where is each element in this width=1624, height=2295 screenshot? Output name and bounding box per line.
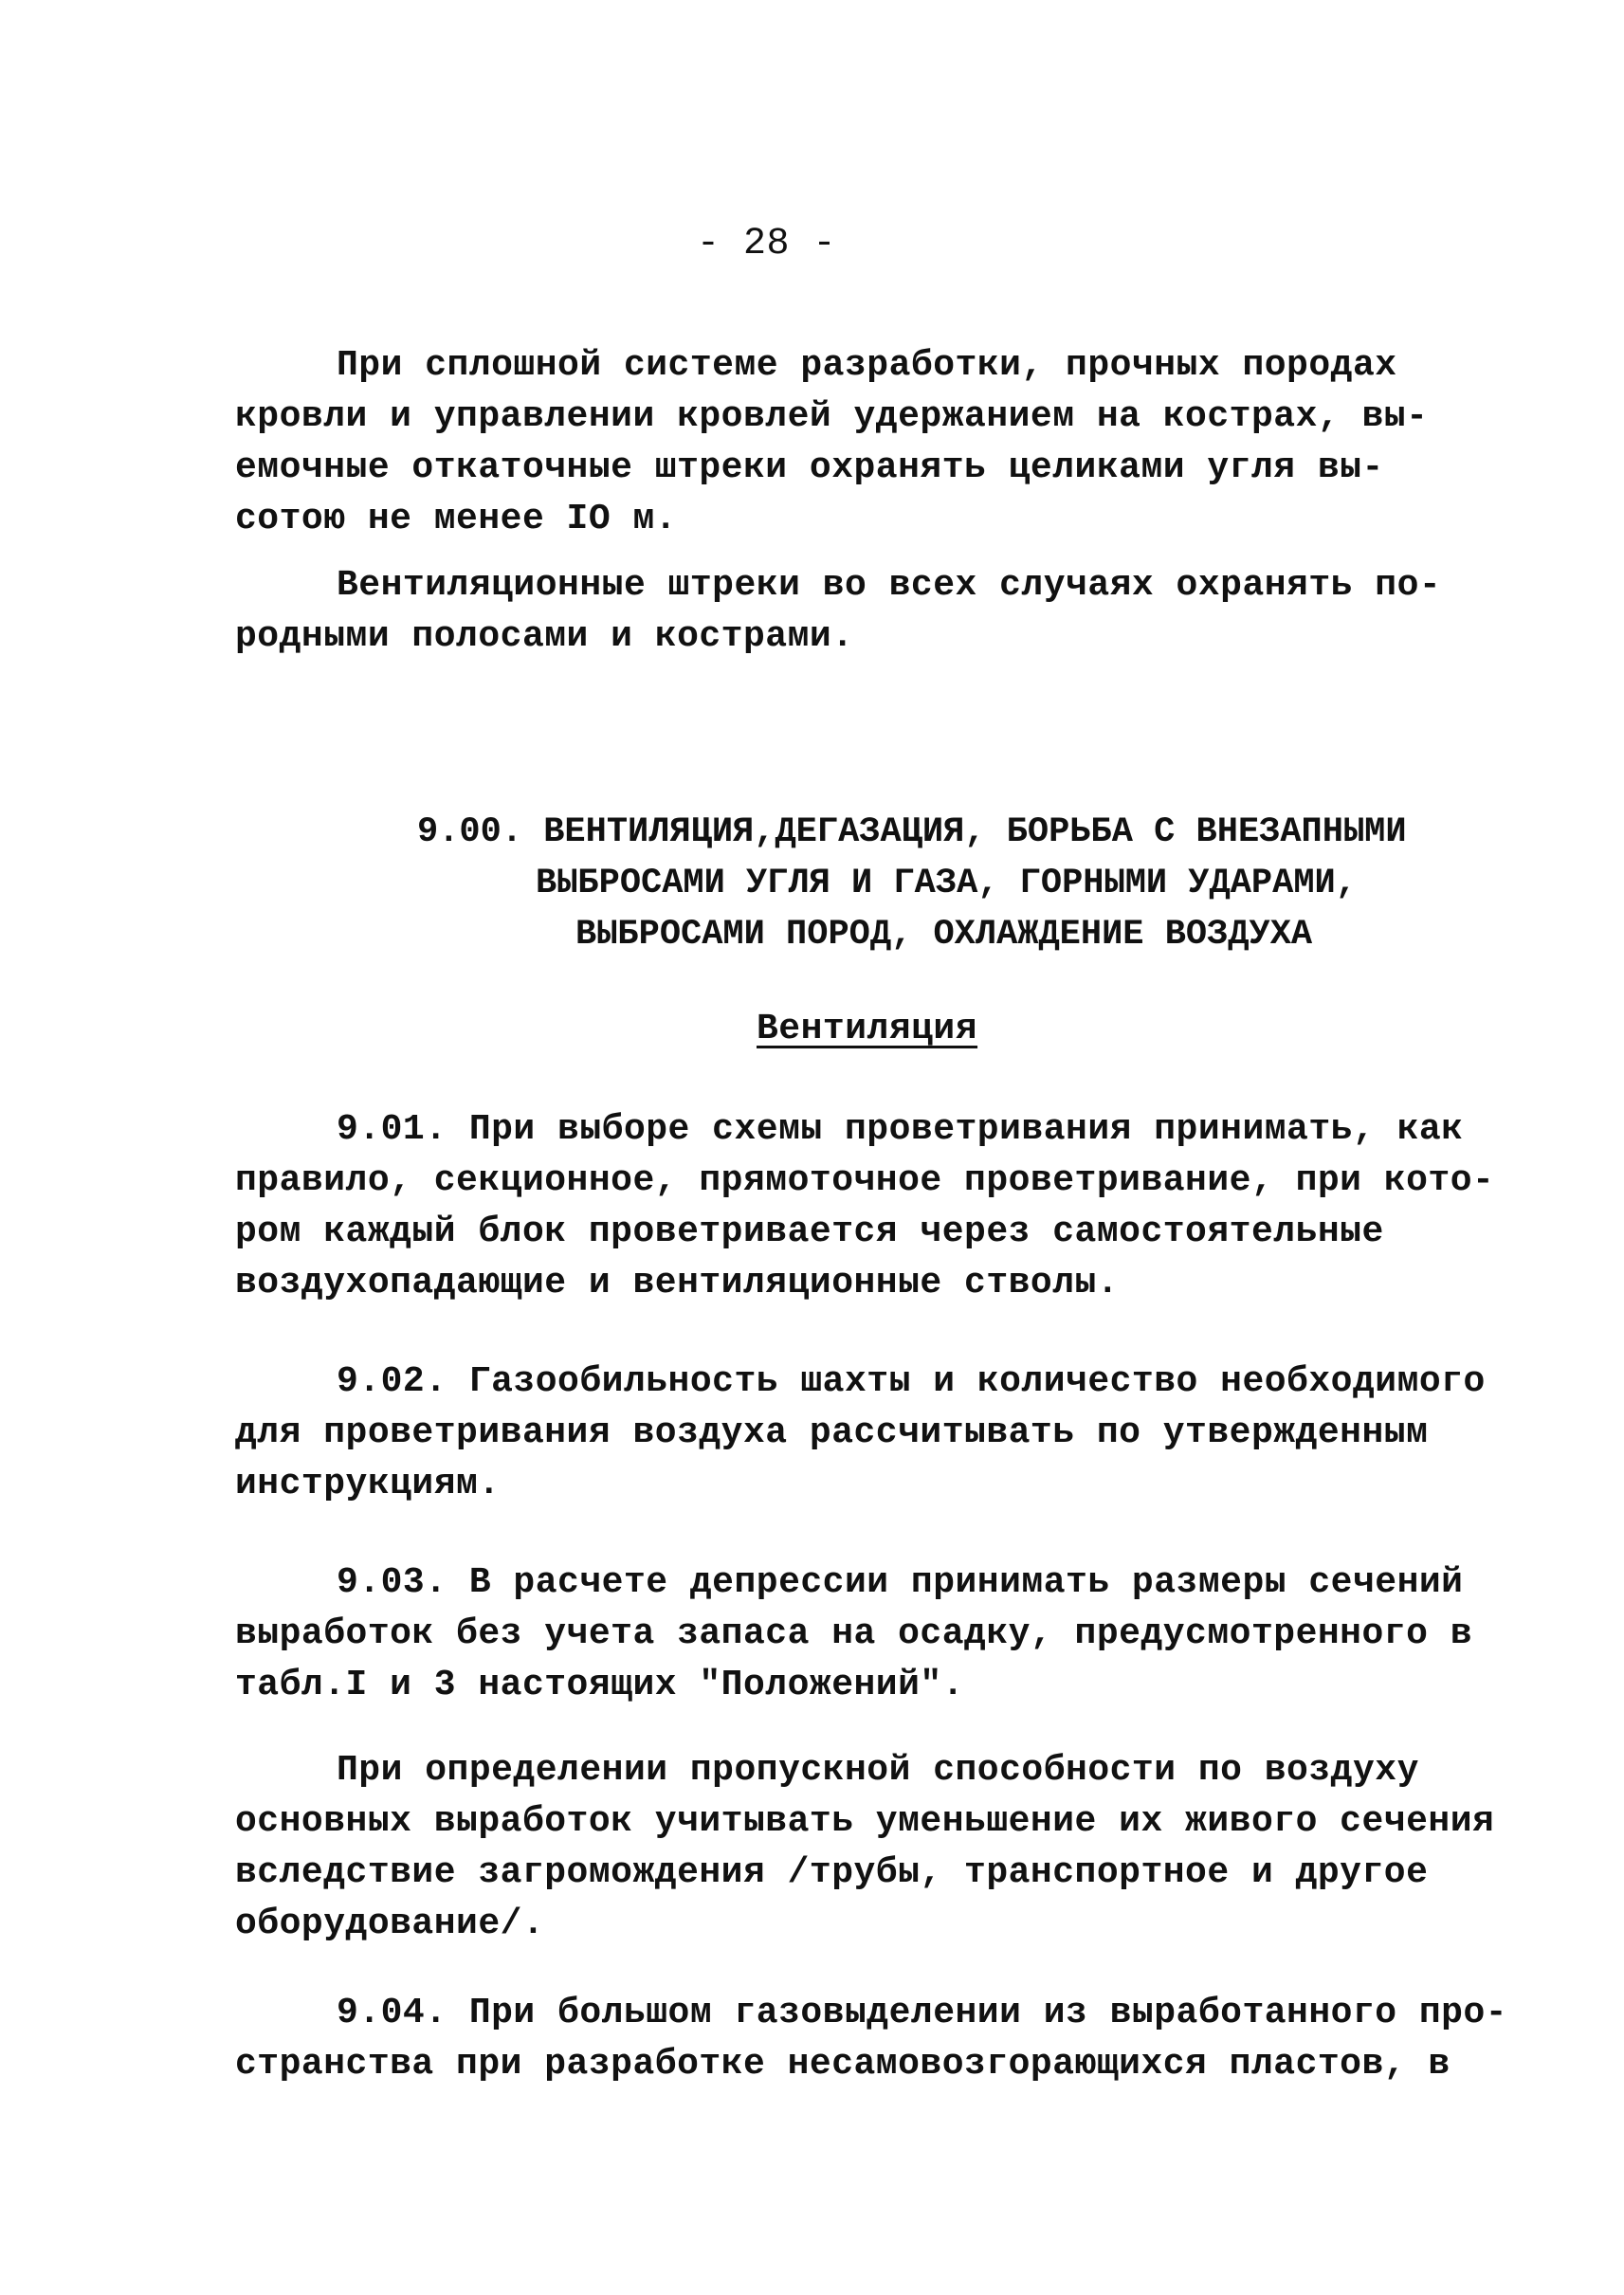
section-heading-line: ВЫБРОСАМИ УГЛЯ И ГАЗА, ГОРНЫМИ УДАРАМИ, bbox=[536, 864, 1357, 903]
paragraph-line: При определении пропускной способности по воздуху bbox=[337, 1750, 1419, 1791]
paragraph-line: сотою не менее IO м. bbox=[235, 499, 678, 539]
paragraph-line: 9.02. Газообильность шахты и количество необходимого bbox=[337, 1361, 1486, 1402]
paragraph-line: вследствие загромождения /трубы, транспортное и другое bbox=[235, 1852, 1429, 1893]
paragraph-line: выработок без учета запаса на осадку, предусмотренного в bbox=[235, 1613, 1473, 1654]
paragraph-line: родными полосами и кострами. bbox=[235, 616, 854, 657]
paragraph-line: основных выработок учитывать уменьшение их живого сечения bbox=[235, 1801, 1495, 1842]
paragraph-line: 9.01. При выборе схемы проветривания принимать, как bbox=[337, 1109, 1464, 1150]
paragraph-line: емочные откаточные штреки охранять целиками угля вы- bbox=[235, 447, 1384, 488]
section-heading-line: 9.00. ВЕНТИЛЯЦИЯ,ДЕГАЗАЦИЯ, БОРЬБА С ВНЕЗАПНЫМИ bbox=[417, 812, 1407, 852]
subheading: Вентиляция bbox=[757, 1009, 978, 1049]
paragraph-line: кровли и управлении кровлей удержанием на кострах, вы- bbox=[235, 396, 1429, 437]
paragraph-line: 9.03. В расчете депрессии принимать размеры сечений bbox=[337, 1562, 1464, 1603]
paragraph-line: ром каждый блок проветривается через самостоятельные bbox=[235, 1211, 1384, 1252]
paragraph-line: инструкциям. bbox=[235, 1464, 501, 1504]
paragraph-line: Вентиляционные штреки во всех случаях охранять по- bbox=[337, 565, 1442, 606]
paragraph-line: При сплошной системе разработки, прочных породах bbox=[337, 345, 1397, 386]
paragraph-line: правило, секционное, прямоточное проветривание, при кото- bbox=[235, 1160, 1495, 1201]
section-heading-line: ВЫБРОСАМИ ПОРОД, ОХЛАЖДЕНИЕ ВОЗДУХА bbox=[575, 915, 1313, 955]
paragraph-line: странства при разработке несамовозгорающихся пластов, в bbox=[235, 2044, 1451, 2085]
paragraph-line: воздухопадающие и вентиляционные стволы. bbox=[235, 1263, 1120, 1303]
page-number: - 28 - bbox=[697, 223, 837, 265]
paragraph-line: для проветривания воздуха рассчитывать по утвержденным bbox=[235, 1412, 1429, 1453]
paragraph-line: оборудование/. bbox=[235, 1903, 545, 1944]
paragraph-line: табл.I и 3 настоящих "Положений". bbox=[235, 1665, 965, 1705]
paragraph-line: 9.04. При большом газовыделении из выработанного про- bbox=[337, 1993, 1508, 2033]
